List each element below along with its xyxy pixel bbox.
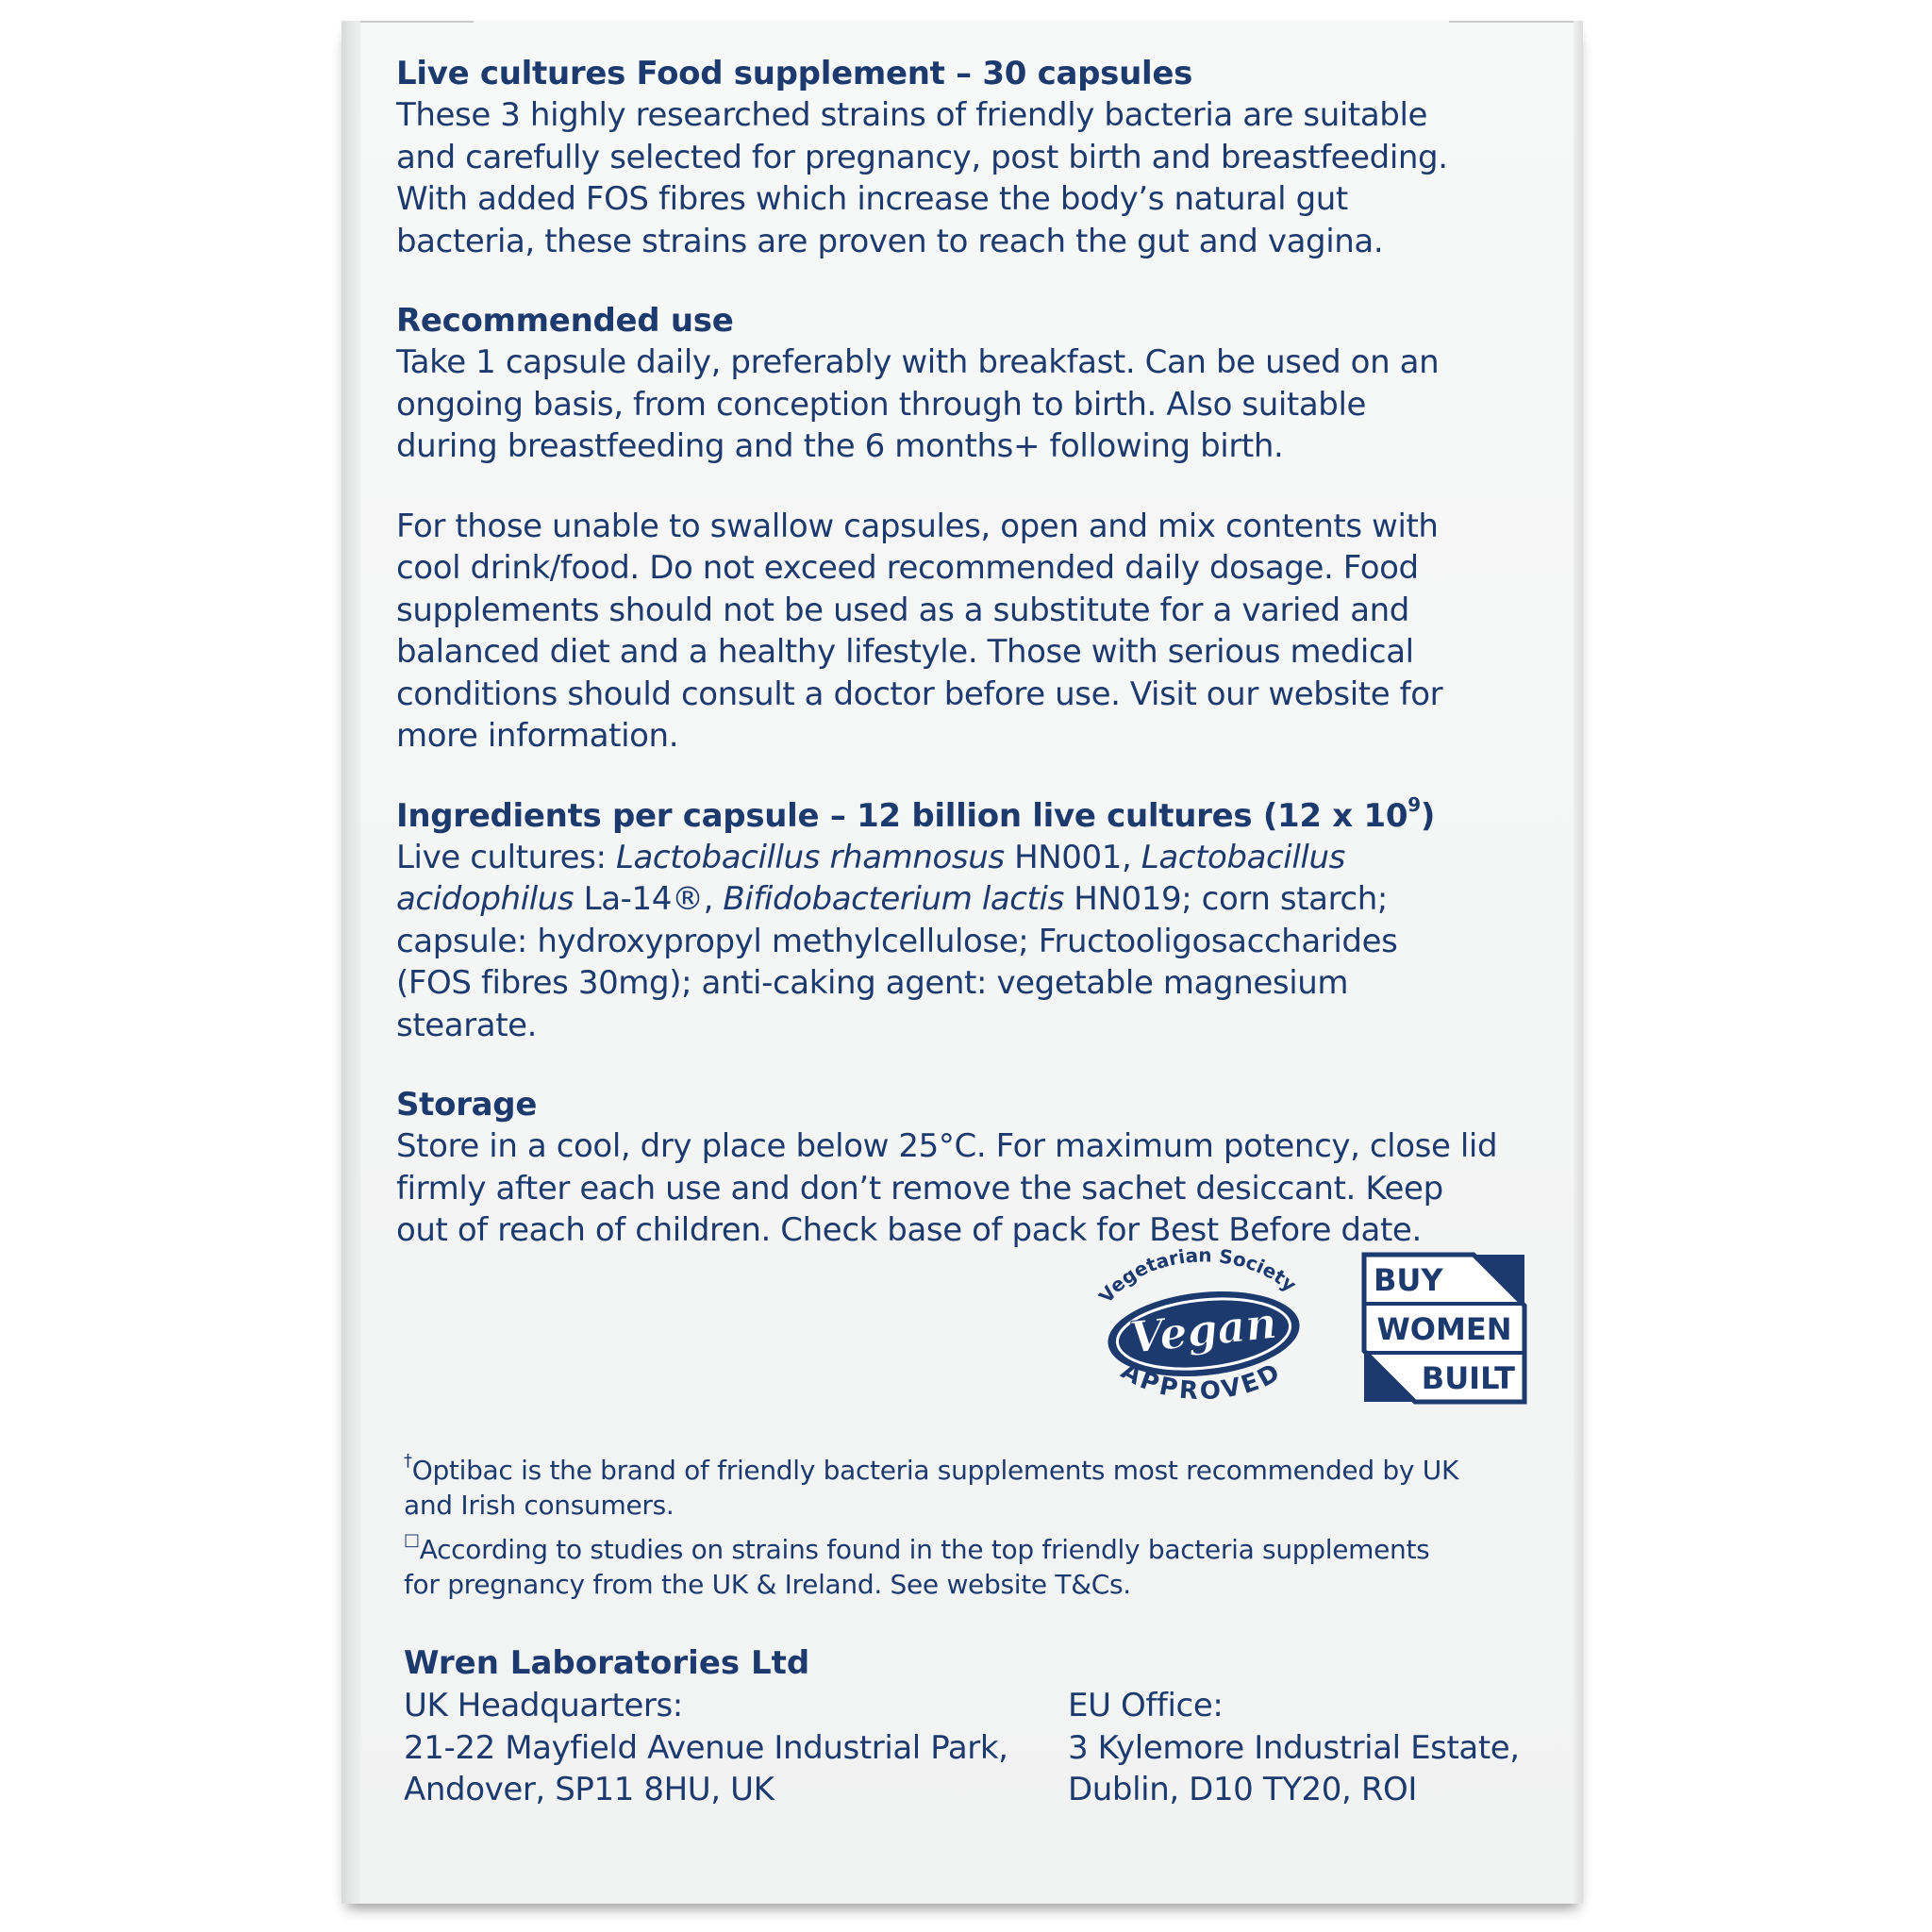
footnote-dagger-mark: † (404, 1451, 412, 1471)
ingredients-line: stearate. (396, 1006, 538, 1044)
ingredients-line: acidophilus La-14®, Bifidobacterium lactis HN019; corn starch; (396, 880, 1388, 918)
recommended-section (396, 300, 1557, 468)
uk-address (404, 1685, 1068, 1811)
intro-section (396, 53, 1557, 262)
vegan-approved-logo (1075, 1243, 1330, 1413)
recommended-line: ongoing basis, from conception through to birth. Also suitable (396, 385, 1367, 424)
recommended-title: Recommended use (396, 302, 734, 340)
eu-address (1068, 1685, 1558, 1811)
address-line: 21-22 Mayfield Avenue Industrial Park, (404, 1728, 1008, 1767)
address-line: Andover, SP11 8HU, UK (404, 1771, 774, 1808)
address-line: EU Office: (1068, 1687, 1224, 1724)
intro-line: bacteria, these strains are proven to reach the gut and vagina. (396, 222, 1384, 260)
address-line: 3 Kylemore Industrial Estate, (1068, 1728, 1520, 1767)
footnotes (404, 1453, 1564, 1611)
warning-line: more information. (396, 717, 679, 755)
label-text (396, 53, 1557, 1269)
buy-women-built-logo (1360, 1251, 1528, 1406)
storage-section (396, 1084, 1557, 1252)
warnings-section (396, 506, 1557, 758)
bwb-word-women: WOMEN (1376, 1311, 1512, 1347)
intro-line: and carefully selected for pregnancy, post birth and breastfeeding. (396, 138, 1448, 176)
certification-logos (1075, 1243, 1547, 1413)
bwb-word-built: BUILT (1421, 1360, 1515, 1396)
storage-line: firmly after each use and don’t remove the sachet desiccant. Keep (396, 1169, 1443, 1208)
ingredients-line: Live cultures: Lactobacillus rhamnosus HN001, Lactobacillus (396, 838, 1345, 876)
ingredients-line: (FOS fibres 30mg); anti-caking agent: vegetable magnesium (396, 964, 1349, 1002)
recommended-line: Take 1 capsule daily, preferably with breakfast. Can be used on an (396, 343, 1440, 381)
footnote-optibac: †Optibac is the brand of friendly bacteria supplements most recommended by UK and Irish consumers. (404, 1451, 1459, 1521)
warning-line: balanced diet and a healthy lifestyle. Those with serious medical (396, 633, 1414, 671)
ingredients-title: Ingredients per capsule – 12 billion live cultures (12 x $10^9$) (396, 792, 1436, 835)
warning-line: For those unable to swallow capsules, open and mix contents with (396, 507, 1439, 545)
warning-line: conditions should consult a doctor before use. Visit our website for (396, 675, 1443, 713)
panel-left-fold (341, 21, 360, 1904)
footnote-studies: □According to studies on strains found in the top friendly bacteria supplements for pregnancy from the UK & Ireland. See website T&Cs. (404, 1530, 1430, 1600)
recommended-line: during breastfeeding and the 6 months+ following birth. (396, 427, 1284, 465)
footnote-box-mark: □ (404, 1530, 420, 1550)
vegan-bottom-text: APPROVED (1116, 1357, 1288, 1407)
ingredients-line: capsule: hydroxypropyl methylcellulose; Fructooligosaccharides (396, 922, 1398, 960)
address-line: UK Headquarters: (404, 1687, 683, 1724)
ingredients-section (396, 792, 1557, 1047)
company-address (404, 1641, 1574, 1811)
intro-line: With added FOS fibres which increase the body’s natural gut (396, 180, 1348, 218)
warning-line: supplements should not be used as a substitute for a varied and (396, 591, 1409, 629)
storage-line: out of reach of children. Check base of pack for Best Before date. (396, 1211, 1422, 1249)
vegan-top-text: Vegetarian Society (1094, 1243, 1302, 1307)
storage-line: Store in a cool, dry place below 25°C. For maximum potency, close lid (396, 1127, 1498, 1165)
panel-right-fold (1574, 21, 1583, 1904)
panel-top-edge-left (360, 21, 474, 23)
bwb-word-buy: BUY (1374, 1262, 1443, 1298)
warning-line: cool drink/food. Do not exceed recommended daily dosage. Food (396, 549, 1419, 587)
company-name: Wren Laboratories Ltd (404, 1644, 810, 1682)
vegan-word: Vegan (1127, 1297, 1280, 1364)
intro-title: Live cultures Food supplement – 30 capsules (396, 55, 1193, 92)
intro-line: These 3 highly researched strains of friendly bacteria are suitable (396, 96, 1428, 134)
storage-title: Storage (396, 1086, 538, 1124)
address-line: Dublin, D10 TY20, ROI (1068, 1771, 1418, 1808)
panel-top-edge-right (1449, 21, 1574, 23)
